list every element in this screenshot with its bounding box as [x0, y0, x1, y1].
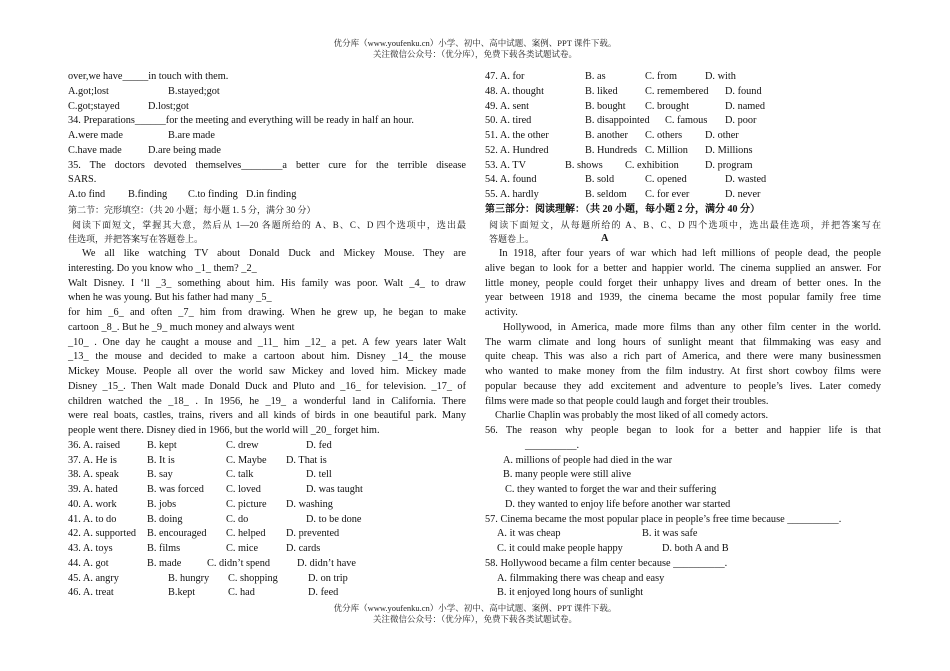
option: C. others — [645, 130, 683, 141]
passage-line: In 1918, after four years of war which had left millions of people dead, the people — [499, 248, 881, 259]
option: 51. A. the other — [485, 130, 549, 141]
q33-options-row2 — [68, 100, 466, 115]
passage-label: A — [601, 233, 609, 245]
option: 45. A. angry — [68, 572, 119, 584]
choice-row — [485, 144, 881, 159]
choice-row — [68, 586, 466, 601]
option: C. picture — [226, 498, 267, 510]
header-line-1: 优分库（www.youfenku.cn）小学、初中、高中试题、案例、PPT 课件下载。 — [333, 38, 617, 48]
choice-row — [485, 129, 881, 144]
passage-line: We all like watching TV about Donald Duck and Mickey Mouse. They are — [82, 248, 466, 259]
option: D. with — [705, 71, 736, 82]
q57-stem: 57. Cinema became the most popular place in people’s free time because __________. — [485, 513, 842, 525]
page-footer — [0, 603, 950, 625]
option: B. seldom — [585, 189, 627, 200]
option: D. other — [705, 130, 739, 141]
option: C.have made — [68, 144, 122, 156]
option: C. talk — [226, 469, 254, 481]
choice-row — [68, 454, 466, 469]
q33-tail: over,we have_____in touch with them. — [68, 71, 229, 82]
option: A.got;lost — [68, 85, 109, 97]
passage-line: quite cheap. This was also a rich part of America, and there were many businessmen — [485, 351, 881, 363]
option: C. for ever — [645, 189, 690, 200]
option: C. helped — [226, 528, 266, 540]
option: C.to finding — [188, 189, 238, 200]
choice-row — [485, 188, 881, 203]
option: 47. A. for — [485, 71, 525, 82]
option: B. disappointed — [585, 115, 650, 127]
passage-line: year between 1918 and 1939, the cinema became the most popular family free time — [485, 292, 881, 304]
passage-line: were real boats, castles, trains, rivers and all kinds of birds in one beautiful park. Many — [68, 410, 466, 422]
option: 46. A. treat — [68, 587, 114, 599]
option: D. on trip — [308, 572, 348, 584]
passage-line: children watched the _18_ . In 1956, he _19_ a wonderful land in California. There — [68, 395, 466, 407]
passage-line: The warm climate and long hours of sunlight meant that filmmaking was easy and — [485, 336, 881, 348]
passage-line: _13_ the mouse and decided to make a cartoon about him. Disney _14_ the mouse — [68, 351, 466, 363]
option: 54. A. found — [485, 174, 537, 186]
choice-row — [68, 542, 466, 557]
option: D. poor — [725, 115, 757, 127]
choice-row — [485, 100, 881, 115]
option: 42. A. supported — [68, 528, 137, 540]
q35-stem-b: SARS. — [68, 174, 97, 186]
option: C. drew — [226, 439, 259, 451]
option: 53. A. TV — [485, 159, 527, 171]
option: C. from — [645, 71, 678, 82]
section2-instruction-2: 佳选项，并把答案写在答题卷上。 — [68, 234, 204, 245]
option: C. opened — [645, 174, 687, 186]
q35-stem-a: 35. The doctors devoted themselves________a better cure for the terrible disease — [68, 159, 466, 171]
section2-title: 第二节：完形填空：（共 20 小题；每小题 1. 5 分，满分 30 分） — [68, 204, 316, 215]
q34-stem: 34. Preparations______for the meeting and everything will be ready in half an hour. — [68, 115, 414, 127]
choice-row — [485, 114, 881, 129]
option: 43. A. toys — [68, 543, 113, 554]
option: A. it was cheap — [497, 528, 561, 540]
option: B. say — [147, 469, 173, 481]
option: A.were made — [68, 130, 123, 141]
choice-row — [68, 483, 466, 498]
option: C. mice — [226, 543, 259, 554]
option: D. both A and B — [662, 543, 729, 554]
choice-row — [68, 468, 466, 483]
option: 40. A. work — [68, 498, 117, 510]
option: C. Maybe — [226, 454, 267, 466]
option: C. brought — [645, 100, 690, 112]
reading-passage — [485, 247, 881, 424]
option: B. was forced — [147, 484, 204, 495]
option: B.finding — [128, 189, 168, 200]
option: D. That is — [286, 454, 327, 466]
q58-option-a: A. filmmaking there was cheap and easy — [497, 572, 665, 584]
option: C.got;stayed — [68, 100, 120, 112]
option: 48. A. thought — [485, 85, 544, 97]
passage-line: popular because they add excitement and adventure to people’s lives. Later comedy — [485, 380, 881, 392]
cloze-choices-left — [68, 439, 466, 601]
passage-line: who wanted to make money from the film industry. At first short cowboy films were — [485, 366, 881, 377]
passage-line: people went there. Disney died in 1966, but the world will _20_ forget him. — [68, 425, 380, 436]
option: 41. A. to do — [68, 513, 117, 525]
choice-row — [68, 439, 466, 454]
passage-line: cartoon _8_. But he _9_ much money and always went — [68, 321, 295, 333]
option: 49. A. sent — [485, 100, 530, 112]
option: 36. A. raised — [68, 439, 121, 451]
passage-line: little money, people could forget their unhappy lives and dream of better ones. In the — [485, 277, 881, 289]
q34-options-row2 — [68, 144, 466, 159]
q33-options-row1 — [68, 85, 466, 100]
page-header — [0, 38, 950, 60]
option: C. had — [228, 587, 255, 599]
section3-title: 第三部分：阅读理解：（共 20 小题，每小题 2 分，满分 40 分） — [485, 203, 760, 215]
option: B. bought — [585, 100, 626, 112]
option: C. do — [226, 513, 249, 525]
option: D.are being made — [148, 144, 221, 156]
q58-option-b: B. it enjoyed long hours of sunlight — [497, 587, 644, 599]
option: D. to be done — [306, 513, 362, 525]
passage-line: Hollywood, in America, made more films than any other film center in the world. — [503, 321, 881, 333]
cloze-passage — [68, 247, 466, 439]
choice-row — [68, 557, 466, 572]
option: C. shopping — [228, 572, 278, 584]
option: D. named — [725, 100, 766, 112]
option: 37. A. He is — [68, 454, 117, 466]
option: B. made — [147, 557, 182, 569]
choice-row — [68, 513, 466, 528]
q56-option-c: C. they wanted to forget the war and their suffering — [505, 484, 717, 495]
section3-instruction-1: 阅读下面短文，从每题所给的 A、B、C、D 四个选项中，选出最佳选项，并把答案写在 — [489, 219, 881, 230]
choice-row — [485, 70, 881, 85]
option: D. prevented — [286, 528, 340, 540]
option: D. tell — [306, 469, 332, 481]
option: B. another — [585, 130, 628, 141]
option: B. It is — [147, 454, 175, 466]
right-column — [485, 70, 881, 601]
option: B. doing — [147, 513, 183, 525]
option: B. sold — [585, 174, 615, 186]
option: B. films — [147, 543, 181, 554]
passage-line: activity. — [485, 307, 518, 318]
option: D.in finding — [246, 189, 297, 200]
section2-instruction-1: 阅读下面短文，掌握其大意，然后从 1—20 各题所给的 A、B、C、D 四个选项中，选出最 — [72, 219, 466, 230]
option: C. famous — [665, 115, 708, 127]
option: C. it could make people happy — [497, 543, 623, 554]
option: D. washing — [286, 498, 333, 510]
q57-options-row1 — [485, 527, 881, 542]
passage-line: interesting. Do you know who _1_ them? _2_ — [68, 262, 257, 274]
option: D. cards — [286, 543, 321, 554]
passage-line: Charlie Chaplin was probably the most liked of all comedy actors. — [495, 410, 769, 422]
passage-line: Walt Disney. I ‘ll _3_ something about him. His family was poor. Walt _4_ to draw — [68, 277, 466, 289]
option: D. wasted — [725, 174, 767, 186]
option: B. kept — [147, 439, 177, 451]
passage-line: Disney _15_. Then Walt made Donald Duck and Pluto and _16_ for television. _17_ of — [68, 380, 466, 392]
q56-stem-b: __________. — [525, 439, 580, 451]
choice-row — [68, 527, 466, 542]
option: 38. A. speak — [68, 469, 119, 481]
choice-row — [68, 572, 466, 587]
q56-option-a: A. millions of people had died in the war — [503, 454, 673, 466]
q56-option-b: B. many people were still alive — [503, 469, 632, 481]
option: B. shows — [565, 159, 603, 171]
option: B. it was safe — [642, 528, 698, 540]
option: B. Hundreds — [585, 144, 638, 156]
option: C. loved — [226, 484, 261, 495]
footer-line-1: 优分库（www.youfenku.cn）小学、初中、高中试题、案例、PPT 课件下载。 — [333, 603, 617, 613]
option: C. exhibition — [625, 159, 679, 171]
passage-line: for him _6_ and often _7_ him from drawing. When he grew up, he began to make — [68, 307, 466, 318]
q56-stem-a: 56. The reason why people began to look for a better and happier life is that — [485, 425, 881, 436]
option: B.are made — [168, 130, 215, 141]
option: D. found — [725, 85, 762, 97]
option: 39. A. hated — [68, 484, 118, 495]
option: B. jobs — [147, 498, 177, 510]
option: D. never — [725, 189, 761, 200]
option: C. Million — [645, 144, 688, 156]
option: B.stayed;got — [168, 85, 220, 97]
section3-instruction-2 — [485, 232, 881, 247]
option: B. liked — [585, 85, 618, 97]
option: B. encouraged — [147, 528, 207, 540]
passage-line: alive began to look for a better and happier world. The cinema supplied an answer. For — [485, 262, 881, 274]
q56-option-d: D. they wanted to enjoy life before another war started — [505, 498, 731, 510]
passage-line: films were made so that people could laugh and forget their troubles. — [485, 395, 769, 407]
option: B.kept — [168, 587, 196, 599]
option: D. didn’t have — [297, 557, 357, 569]
option: B. as — [585, 71, 606, 82]
q58-stem: 58. Hollywood became a film center because __________. — [485, 557, 728, 569]
option: 52. A. Hundred — [485, 144, 549, 156]
option: 50. A. tired — [485, 115, 532, 127]
q57-options-row2 — [485, 542, 881, 557]
option: D. fed — [306, 439, 332, 451]
option: A.to find — [68, 189, 106, 200]
choice-row — [485, 85, 881, 100]
option: D. program — [705, 159, 753, 171]
passage-line: Mickey Mouse. People all over the world saw Mickey and loved him. Mickey made — [68, 366, 466, 377]
footer-line-2: 关注微信公众号：（优分库），免费下载各类试题试卷。 — [372, 614, 577, 624]
option: 55. A. hardly — [485, 189, 539, 200]
instruction-text: 答题卷上。 — [489, 234, 535, 245]
option: B. hungry — [168, 572, 210, 584]
choice-row — [485, 159, 881, 174]
option: D. Millions — [705, 144, 753, 156]
option: C. didn’t spend — [207, 557, 271, 569]
option: 44. A. got — [68, 557, 109, 569]
header-line-2: 关注微信公众号：（优分库），免费下载各类试题试卷。 — [372, 49, 577, 59]
option: D.lost;got — [148, 100, 189, 112]
cloze-choices-right — [485, 70, 881, 203]
option: D. was taught — [306, 484, 363, 495]
q34-options-row1 — [68, 129, 466, 144]
q35-options — [68, 188, 466, 203]
choice-row — [68, 498, 466, 513]
passage-line: when he was young. But his father had many _5_ — [68, 292, 272, 304]
option: D. feed — [308, 587, 339, 599]
left-column — [68, 70, 466, 601]
choice-row — [485, 173, 881, 188]
passage-line: _10_ . One day he caught a mouse and _11_ him _12_ a pet. A few years later Walt — [68, 336, 466, 348]
option: C. remembered — [645, 85, 709, 97]
